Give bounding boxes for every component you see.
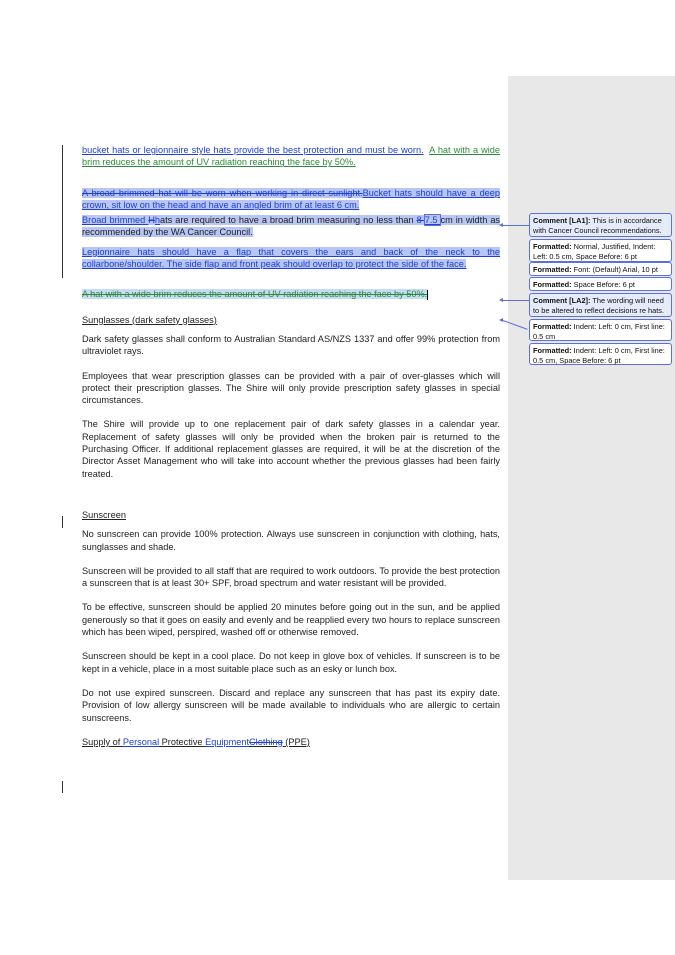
- paragraph: Do not use expired sunscreen. Discard and replace any sunscreen that has past its expiry date. Provision of low allergy sunscreen will be made available to individuals who are allergic to certain sunscreens.: [82, 687, 500, 723]
- insertion: 7.5: [424, 215, 441, 226]
- document-body[interactable]: [82, 144, 500, 748]
- paragraph: The Shire will provide up to one replacement pair of dark safety glasses in a calendar year. Replacement of safety glasses will only be provided when the broken pair is returned to the Purchasing Officer. If additional replacement glasses are required, it will be at the discretion of the Director Asset Management who will take into account whether the previous glasses had been fairly treated.: [82, 419, 500, 479]
- markup-balloon-pane: [508, 76, 675, 880]
- paragraph: No sunscreen can provide 100% protection. Always use sunscreen in conjunction with clothing, hats, sunglasses and shade.: [82, 529, 500, 552]
- heading-sunscreen: Sunscreen: [82, 509, 126, 520]
- comment-balloon[interactable]: Comment [LA2]: The wording will need to be altered to reflect decisions re hats.: [529, 293, 672, 317]
- comment-balloon[interactable]: Comment [LA1]: This is in accordance with Cancer Council recommendations.: [529, 213, 672, 237]
- paragraph: Sunscreen should be kept in a cool place. Do not keep in glove box of vehicles. If sunscreen is to be kept in a vehicle, place in a most suitable place such as an esky or lunch box.: [82, 651, 500, 674]
- heading-ppe: Supply of Personal Protective EquipmentClothing (PPE): [82, 736, 310, 747]
- deletion: H: [148, 215, 155, 226]
- paragraph: To be effective, sunscreen should be applied 20 minutes before going out in the sun, and be applied generously so that it goes on easily and evenly and be reapplied every two hours to replace sunscreen which has been wiped, perspired, washed off or otherwise removed.: [82, 602, 500, 638]
- paragraph-deleted-50pct: [82, 288, 500, 300]
- paragraph-hats-intro: [82, 144, 500, 169]
- balloon-connector: [503, 225, 529, 226]
- formatting-balloon[interactable]: Formatted: Font: (Default) Arial, 10 pt: [529, 262, 672, 276]
- paragraph: Dark safety glasses shall conform to Australian Standard AS/NZS 1337 and offer 99% protection from ultraviolet rays.: [82, 333, 500, 357]
- connector-arrow-icon: [499, 318, 503, 322]
- insertion: A hat with a wide brim reduces the amount of UV radiation reaching the face by 50%.: [82, 145, 500, 168]
- deletion: A hat with a wide brim reduces the amount of UV radiation reaching the face by 50%.: [82, 289, 428, 300]
- change-bar: [62, 516, 63, 528]
- formatting-balloon[interactable]: Formatted: Space Before: 6 pt: [529, 277, 672, 291]
- paragraph-legionnaire: [82, 246, 500, 271]
- text-cursor: [427, 290, 428, 300]
- insertion: Bucket hats should have a deep crown, sit low on the head and have an angled brim of at least 6 cm.: [82, 187, 501, 210]
- formatting-balloon[interactable]: Formatted: Normal, Justified, Indent: Left: 0.5 cm, Space Before: 6 pt: [529, 239, 672, 262]
- paragraph: Sunscreen will be provided to all staff that are required to work outdoors. To provide the best protection a sunscreen that is at least 30+ SPF, broad spectrum and water resistant will be provided.: [82, 565, 500, 589]
- change-bar: [62, 145, 63, 278]
- connector-arrow-icon: [499, 298, 503, 302]
- paragraph-bucket-hats: [82, 187, 500, 212]
- insertion: Legionnaire hats should have a flap that covers the ears and back of the neck to the collarbone/shoulder. The side flap and front peak should overlap to protect the side of the face.: [82, 246, 500, 270]
- deletion: A broad brimmed hat will be worn when working in direct sunlight.: [82, 187, 363, 198]
- formatting-balloon[interactable]: Formatted: Indent: Left: 0 cm, First line: 0.5 cm, Space Before: 6 pt: [529, 343, 672, 365]
- insertion: bucket hats or legionnaire style hats provide the best protection and must be worn.: [82, 145, 424, 155]
- paragraph-broad-brim: Broad brimmed Hhats are required to have a broad brim measuring no less than 8 7.5 cm in width as recommended by the WA Cancer Council.: [82, 215, 501, 238]
- heading-sunglasses: Sunglasses (dark safety glasses): [82, 314, 217, 325]
- deletion: 8: [416, 215, 425, 226]
- formatting-balloon[interactable]: Formatted: Indent: Left: 0 cm, First line: 0.5 cm: [529, 319, 672, 341]
- connector-arrow-icon: [499, 223, 503, 227]
- change-bar: [62, 781, 63, 793]
- paragraph: Employees that wear prescription glasses can be provided with a pair of over-glasses which will protect their prescription glasses. The Shire will only provide prescription safety glasses in special circumstances.: [82, 370, 500, 406]
- balloon-connector: [503, 300, 529, 301]
